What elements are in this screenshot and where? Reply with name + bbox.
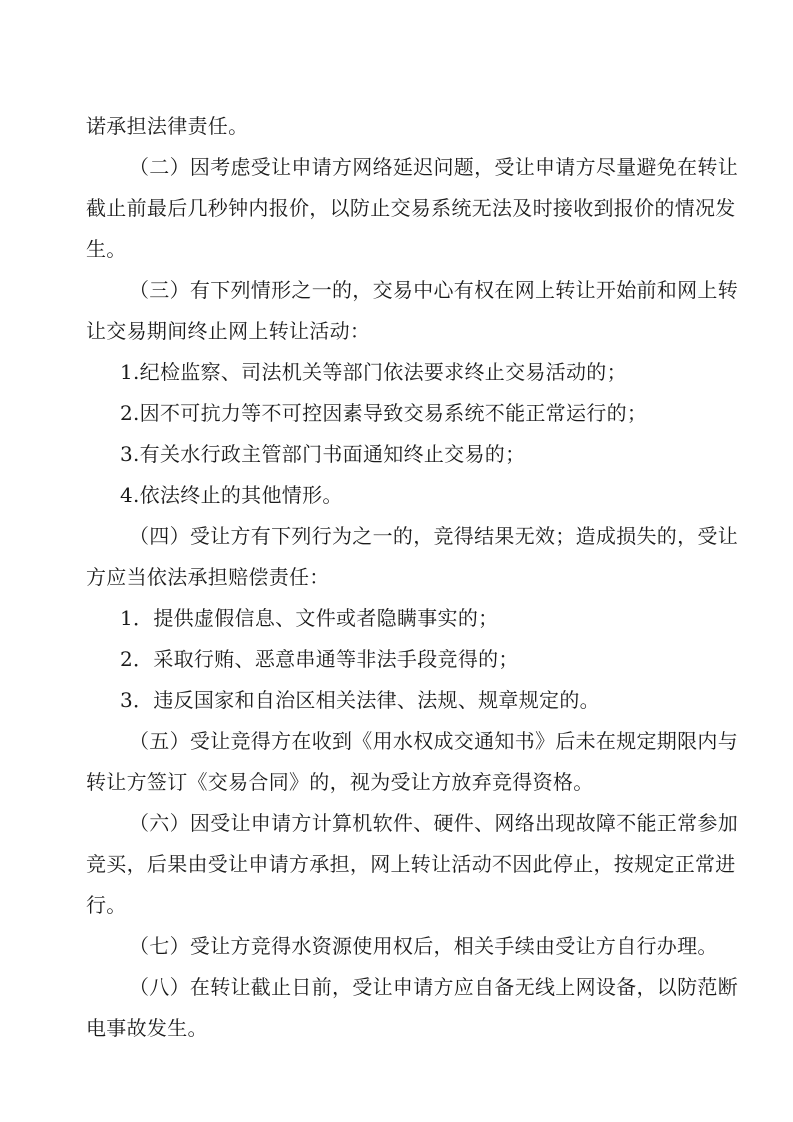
text-line: （八）在转让截止日前，受让申请方应自备无线上网设备，以防范断: [129, 975, 738, 999]
text-line: 2．采取行贿、恶意串通等非法手段竞得的；: [120, 647, 519, 671]
text-line: 方应当依法承担赔偿责任：: [86, 565, 330, 589]
text-line: 截止前最后几秒钟内报价，以防止交易系统无法及时接收到报价的情况发: [86, 196, 736, 220]
text-line: 1.纪检监察、司法机关等部门依法要求终止交易活动的；: [120, 360, 627, 384]
text-line: 4.依法终止的其他情形。: [120, 483, 343, 507]
text-line: （五）受让竞得方在收到《用水权成交通知书》后未在规定期限内与: [129, 729, 738, 753]
text-line: 2.因不可抗力等不可控因素导致交易系统不能正常运行的；: [120, 401, 648, 425]
text-line: （二）因考虑受让申请方网络延迟问题，受让申请方尽量避免在转让: [129, 155, 738, 179]
text-line: 诺承担法律责任。: [86, 114, 249, 138]
text-line: 行。: [86, 893, 127, 917]
text-line: 竞买，后果由受让申请方承担，网上转让活动不因此停止，按规定正常进: [86, 852, 736, 876]
text-line: 3．违反国家和自治区相关法律、法规、规章规定的。: [120, 688, 600, 712]
text-line: 转让方签订《交易合同》的，视为受让方放弃竞得资格。: [86, 770, 594, 794]
text-line: （三）有下列情形之一的，交易中心有权在网上转让开始前和网上转: [129, 278, 738, 302]
text-line: 电事故发生。: [86, 1016, 208, 1040]
text-line: 3.有关水行政主管部门书面通知终止交易的；: [120, 442, 526, 466]
text-line: （四）受让方有下列行为之一的，竞得结果无效；造成损失的，受让: [129, 524, 738, 548]
text-line: （七）受让方竞得水资源使用权后，相关手续由受让方自行办理。: [129, 934, 718, 958]
text-line: （六）因受让申请方计算机软件、硬件、网络出现故障不能正常参加: [129, 811, 738, 835]
text-line: 生。: [86, 237, 127, 261]
text-line: 让交易期间终止网上转让活动：: [86, 319, 371, 343]
text-line: 1．提供虚假信息、文件或者隐瞒事实的；: [120, 606, 499, 630]
